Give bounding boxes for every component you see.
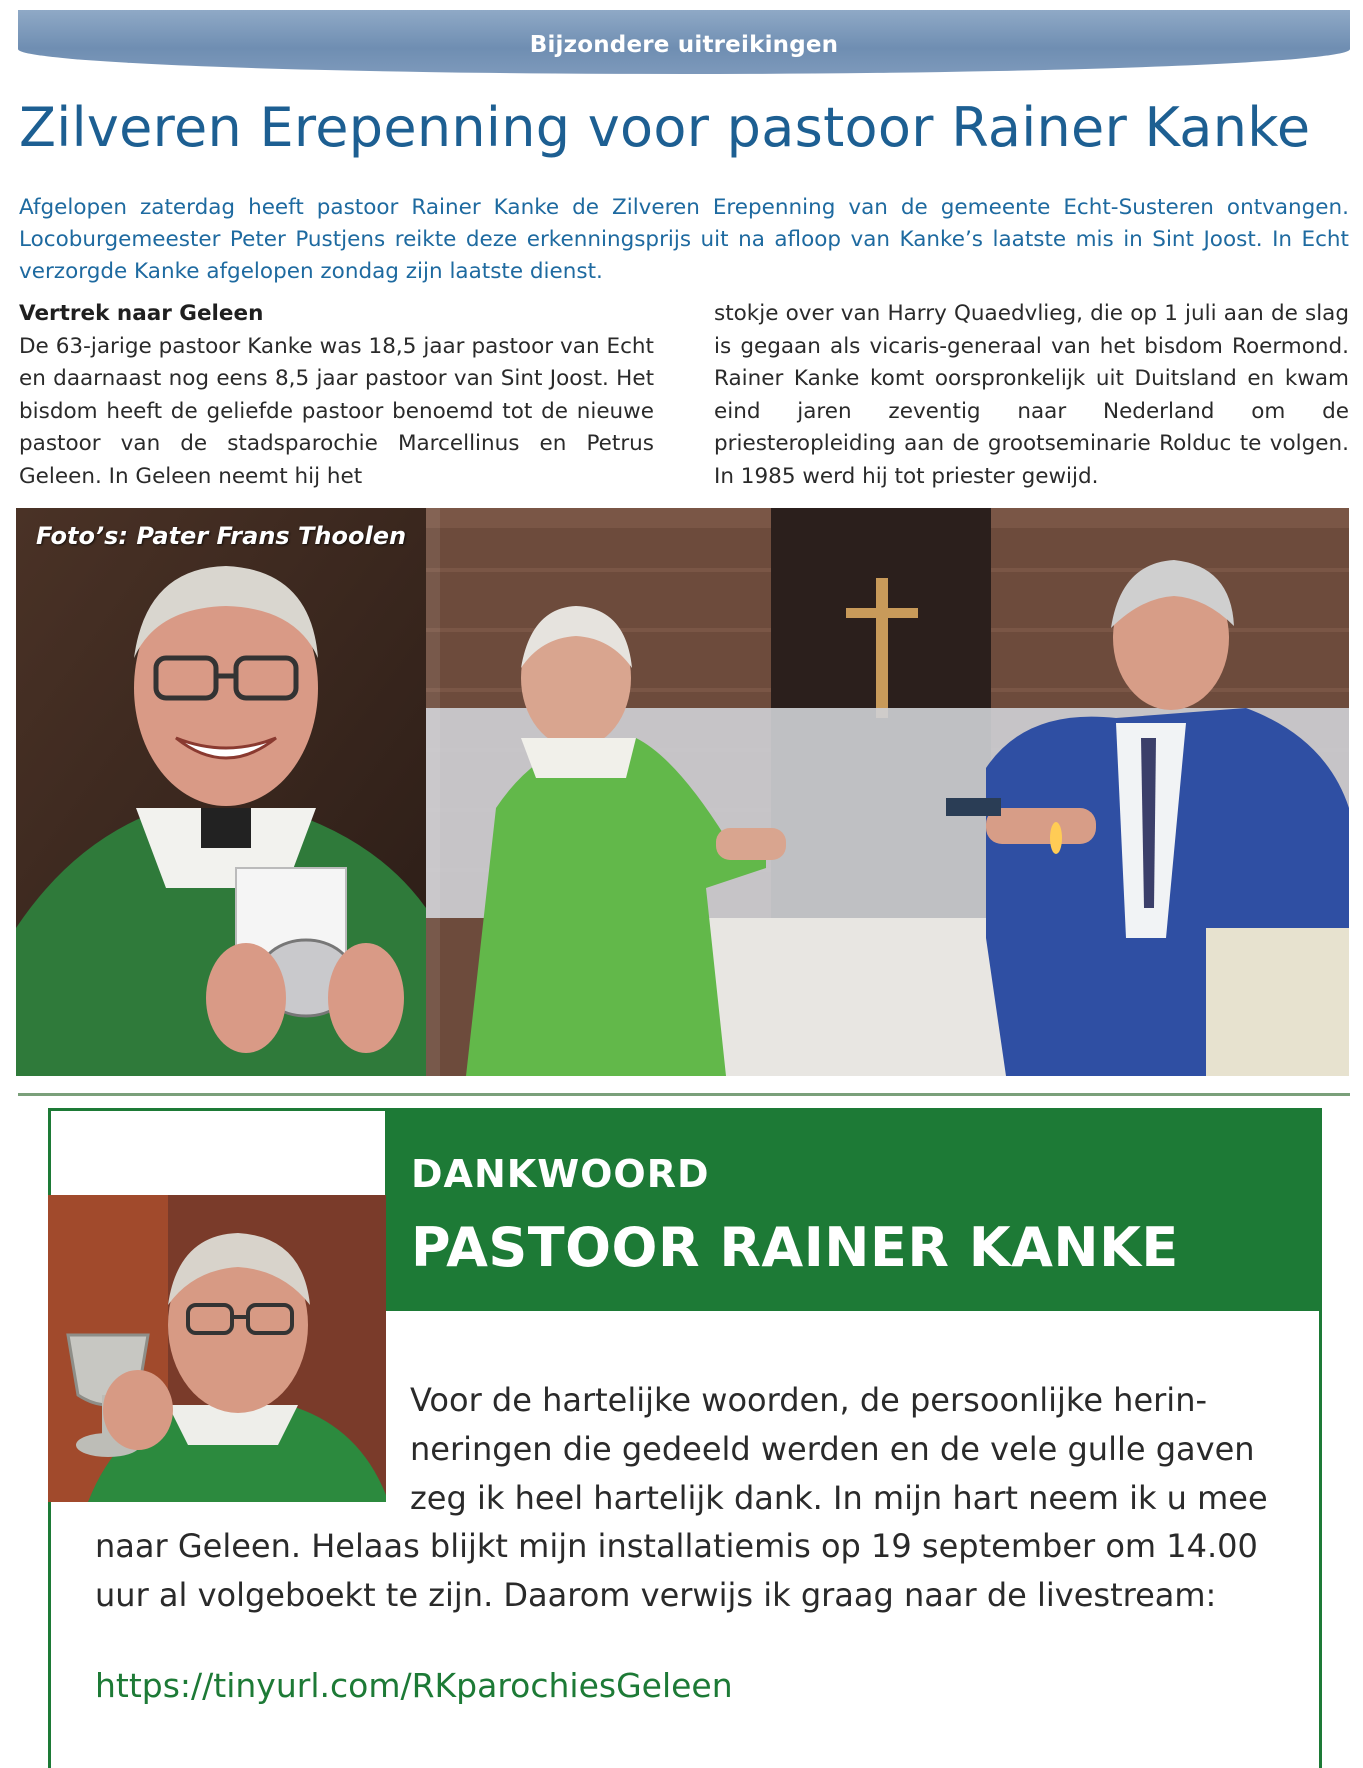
article-lead: Afgelopen zaterdag heeft pastoor Rainer Kanke de Zilveren Erepenning van de gemeente Echt-Susteren ontvangen. Locoburgemeester Peter Pustjens reikte deze erkenningsprijs uit na afloop van Kanke’s laatste mis in Sint Joost. In Echt verzorgde Kanke afgelopen zondag zijn laatste dienst. bbox=[19, 195, 1349, 284]
dankwoord-text-part2: naar Geleen. Helaas blijkt mijn installatiemis op 19 september om 14.00 uur al volgeboekt te zijn. Daarom verwijs ik graag naar de livestream: bbox=[95, 1527, 1258, 1614]
article-column-1 bbox=[19, 298, 654, 493]
portrait-photo bbox=[48, 1195, 386, 1502]
livestream-link[interactable]: https://tinyurl.com/RKparochiesGeleen bbox=[95, 1666, 733, 1705]
section-banner bbox=[18, 10, 1350, 74]
section-divider bbox=[18, 1093, 1350, 1096]
article-body-col2: stokje over van Harry Quaedvlieg, die op 1 juli aan de slag is gegaan als vicaris-generaal van het bisdom Roermond. Rainer Kanke komt oorspronkelijk uit Duitsland en kwam eind jaren zeventig naar Nederland om de priesteropleiding aan de grootseminarie Rolduc te volgen. In 1985 werd hij tot priester gewijd. bbox=[714, 301, 1349, 489]
article-body-col1: De 63-jarige pastoor Kanke was 18,5 jaar pastoor van Echt en daarnaast nog eens 8,5 jaar pastoor van Sint Joost. Het bisdom heeft de geliefde pastoor benoemd tot de nieuwe pastoor van de stadsparochie Marcellinus en Petrus Geleen. In Geleen neemt hij het bbox=[19, 333, 654, 489]
dankwoord-text-part1: Voor de hartelijke woorden, de persoonlijke herin-neringen die gedeeld werden en de vele gulle gaven zeg ik heel hartelijk dank. In mijn hart neem ik u mee bbox=[410, 1381, 1268, 1517]
dankwoord-header bbox=[385, 1108, 1322, 1311]
dankwoord-title: PASTOOR RAINER KANKE bbox=[411, 1216, 1179, 1279]
dankwoord-kicker: DANKWOORD bbox=[411, 1152, 710, 1196]
article-headline: Zilveren Erepenning voor pastoor Rainer Kanke bbox=[19, 96, 1311, 159]
article-subhead: Vertrek naar Geleen bbox=[19, 301, 264, 326]
section-label: Bijzondere uitreikingen bbox=[529, 32, 839, 58]
photo-credit: Foto’s: Pater Frans Thoolen bbox=[36, 522, 407, 550]
photo-priest-with-medal bbox=[16, 508, 426, 1076]
photo-medal-presentation bbox=[426, 508, 1349, 1076]
photo-strip bbox=[16, 508, 1349, 1076]
article-column-2 bbox=[714, 298, 1349, 493]
